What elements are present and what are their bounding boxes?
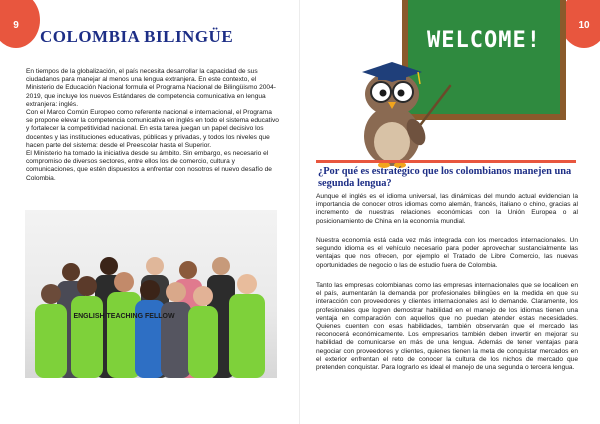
section-divider [316, 160, 576, 163]
paragraph: En tiempos de la globalización, el país necesita desarrollar la capacidad de sus ciudadanos para manejar al menos una lengua extranjera. En este contexto, el Ministerio de Educación Nacional formula el Programa Nacional de Bilingüismo 2004-2019, que incluye los nuevos Estándares de competencia comunicativa en lengua extranjera: inglés. [26, 68, 276, 108]
page-title: COLOMBIA BILINGÜE [40, 27, 234, 46]
chalkboard-text: WELCOME! [427, 28, 541, 53]
paragraph: El Ministerio ha tomado la iniciativa desde su ámbito. Sin embargo, es necesario el compromiso de diversos sectores, entre ellos los de comercio, cultura y comunicaciones, que estén dispuestos a enfrentar con nosotros el nuevo desafío de Colombia. [26, 150, 272, 182]
section-heading: ¿Por qué es estratégico que los colombianos manejen una segunda lengua? [318, 166, 572, 189]
page-number: 10 [578, 19, 590, 31]
paragraph: Tanto las empresas colombianas como las empresas internacionales que se localicen en el país, aumentarán la demanda por profesionales bilingües en la medida en que su interacción con proveedores y clientes internacionales así lo demande. Claramente, los profesionales que logren demostrar habilidad en el manejo de los idiomas tienen una ventaja en comparación con aquellos que no puedan atender estas necesidades. Quienes cuenten con esas habilidades, también observarán que el mercado las reconocerá económicamente. Los empresarios también deben invertir en mejorar su habilidad de comunicarse en más de una lengua. Además de tener ventajas para negociar con proveedores y clientes, quienes tienen la meta de conquistar mercados en el exterior enfrentan el reto de conocer la cultura de los nichos de mercado que pretenden conquistar. Para lograrlo es ideal el manejo de una segunda o tercera lengua. [316, 282, 578, 372]
page-number: 9 [13, 19, 19, 31]
page-number-badge [560, 0, 600, 48]
paragraph: Aunque el inglés es el idioma universal, las dinámicas del mundo actual evidencian la importancia de conocer otros idiomas como alemán, francés, italiano o chino, gracias al incremento de nuestras relaciones económicas con la Unión Europea o al posicionamiento de China en la economía mundial. [316, 193, 578, 225]
group-photo [25, 210, 277, 378]
paragraph: Con el Marco Común Europeo como referente nacional e internacional, el Programa se propone elevar la competencia comunicativa en inglés en todo el sistema educativo y fortalecer la competitividad nacional. En esta tarea juegan un papel decisivo los docentes y las instituciones educativas, públicas y privadas, y todos los niveles que hacen parte del sistema: desde el Preescolar hasta el Superior. [26, 109, 279, 149]
group-photo-illustration [25, 210, 277, 378]
paragraph-block [316, 282, 578, 372]
page-number-badge [0, 0, 40, 48]
owl-teacher-illustration [348, 58, 454, 168]
paragraph-block [316, 193, 578, 226]
paragraph: Nuestra economía está cada vez más integrada con los mercados internacionales. Un segundo idioma es el vehículo necesario para poder aprovechar sustancialmente las ventajas que nos ofrecen, por ejemplo el Tratado de Libre Comercio, las nuevas oportunidades de negocio o las de estudio fuera de Colombia. [316, 237, 578, 269]
paragraph-block [316, 237, 578, 270]
intro-text [26, 68, 280, 183]
shirt-print: ENGLISH TEACHING FELLOW [73, 313, 175, 320]
